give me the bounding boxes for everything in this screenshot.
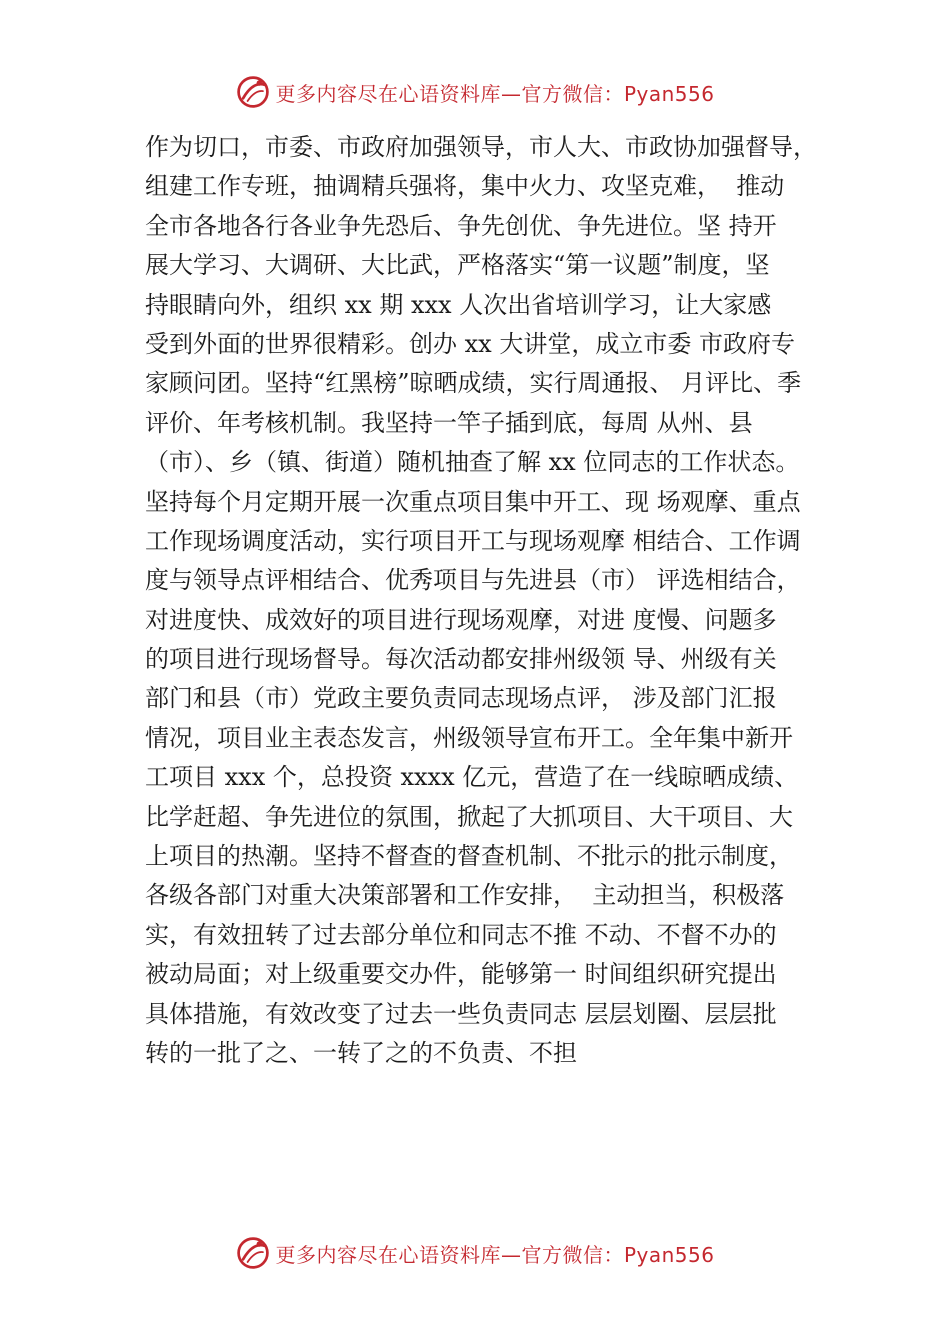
text-line: 对进度快、成效好的项目进行现场观摩，对进 度慢、问题多 xyxy=(145,605,777,634)
text-line: 部门和县（市）党政主要负责同志现场点评， 涉及部门汇报 xyxy=(145,684,777,713)
text-line: 受到外面的世界很精彩。创办 xx 大讲堂，成立市委 市政府专 xyxy=(145,329,795,358)
header-banner xyxy=(0,72,950,112)
header-banner-text: 更多内容尽在心语资料库—官方微信：Pyan556 xyxy=(275,81,715,106)
document-body xyxy=(145,128,845,1073)
text-line: 情况，项目业主表态发言，州级领导宣布开工。全年集中新开 xyxy=(145,723,793,752)
footer-banner-text: 更多内容尽在心语资料库—官方微信：Pyan556 xyxy=(275,1242,715,1267)
text-line: 组建工作专班，抽调精兵强将，集中火力、攻坚克难， 推动 xyxy=(145,172,785,201)
text-line: 全市各地各行各业争先恐后、争先创优、争先进位。坚 持开 xyxy=(145,211,777,240)
text-line: 上项目的热潮。坚持不督查的督查机制、不批示的批示制度， xyxy=(145,842,793,871)
footer-banner xyxy=(0,1233,950,1273)
brand-logo-icon xyxy=(235,74,271,110)
text-line: 展大学习、大调研、大比武，严格落实“第一议题”制度，坚 xyxy=(145,251,770,280)
text-line: 被动局面；对上级重要交办件，能够第一 时间组织研究提出 xyxy=(145,960,777,989)
text-line: 实，有效扭转了过去部分单位和同志不推 不动、不督不办的 xyxy=(145,920,777,949)
text-line: 工项目 xxx 个，总投资 xxxx 亿元，营造了在一线晾晒成绩、 xyxy=(145,763,799,792)
text-line: 作为切口，市委、市政府加强领导，市人大、市政协加强督导， xyxy=(145,133,817,161)
brand-logo-icon xyxy=(235,1235,271,1271)
text-line: 评价、年考核机制。我坚持一竿子插到底，每周 从州、县 xyxy=(145,408,753,437)
text-line: 家顾问团。坚持“红黑榜”晾晒成绩，实行周通报、 月评比、季 xyxy=(145,369,802,398)
text-line: 各级各部门对重大决策部署和工作安排， 主动担当，积极落 xyxy=(145,881,785,910)
text-line: 工作现场调度活动，实行项目开工与现场观摩 相结合、工作调 xyxy=(145,526,801,555)
text-line: 转的一批了之、一转了之的不负责、不担 xyxy=(145,1038,577,1067)
text-line: （市）、乡（镇、街道）随机抽查了解 xx 位同志的工作状态。 xyxy=(145,448,800,477)
text-line: 度与领导点评相结合、优秀项目与先进县（市） 评选相结合， xyxy=(145,566,801,595)
text-line: 持眼睛向外，组织 xx 期 xxx 人次出省培训学习，让大家感 xyxy=(145,290,772,319)
text-line: 的项目进行现场督导。每次活动都安排州级领 导、州级有关 xyxy=(145,645,777,674)
text-line: 坚持每个月定期开展一次重点项目集中开工、现 场观摩、重点 xyxy=(145,487,801,516)
text-line: 具体措施，有效改变了过去一些负责同志 层层划圈、层层批 xyxy=(145,999,777,1028)
text-line: 比学赶超、争先进位的氛围，掀起了大抓项目、大干项目、大 xyxy=(145,802,793,831)
